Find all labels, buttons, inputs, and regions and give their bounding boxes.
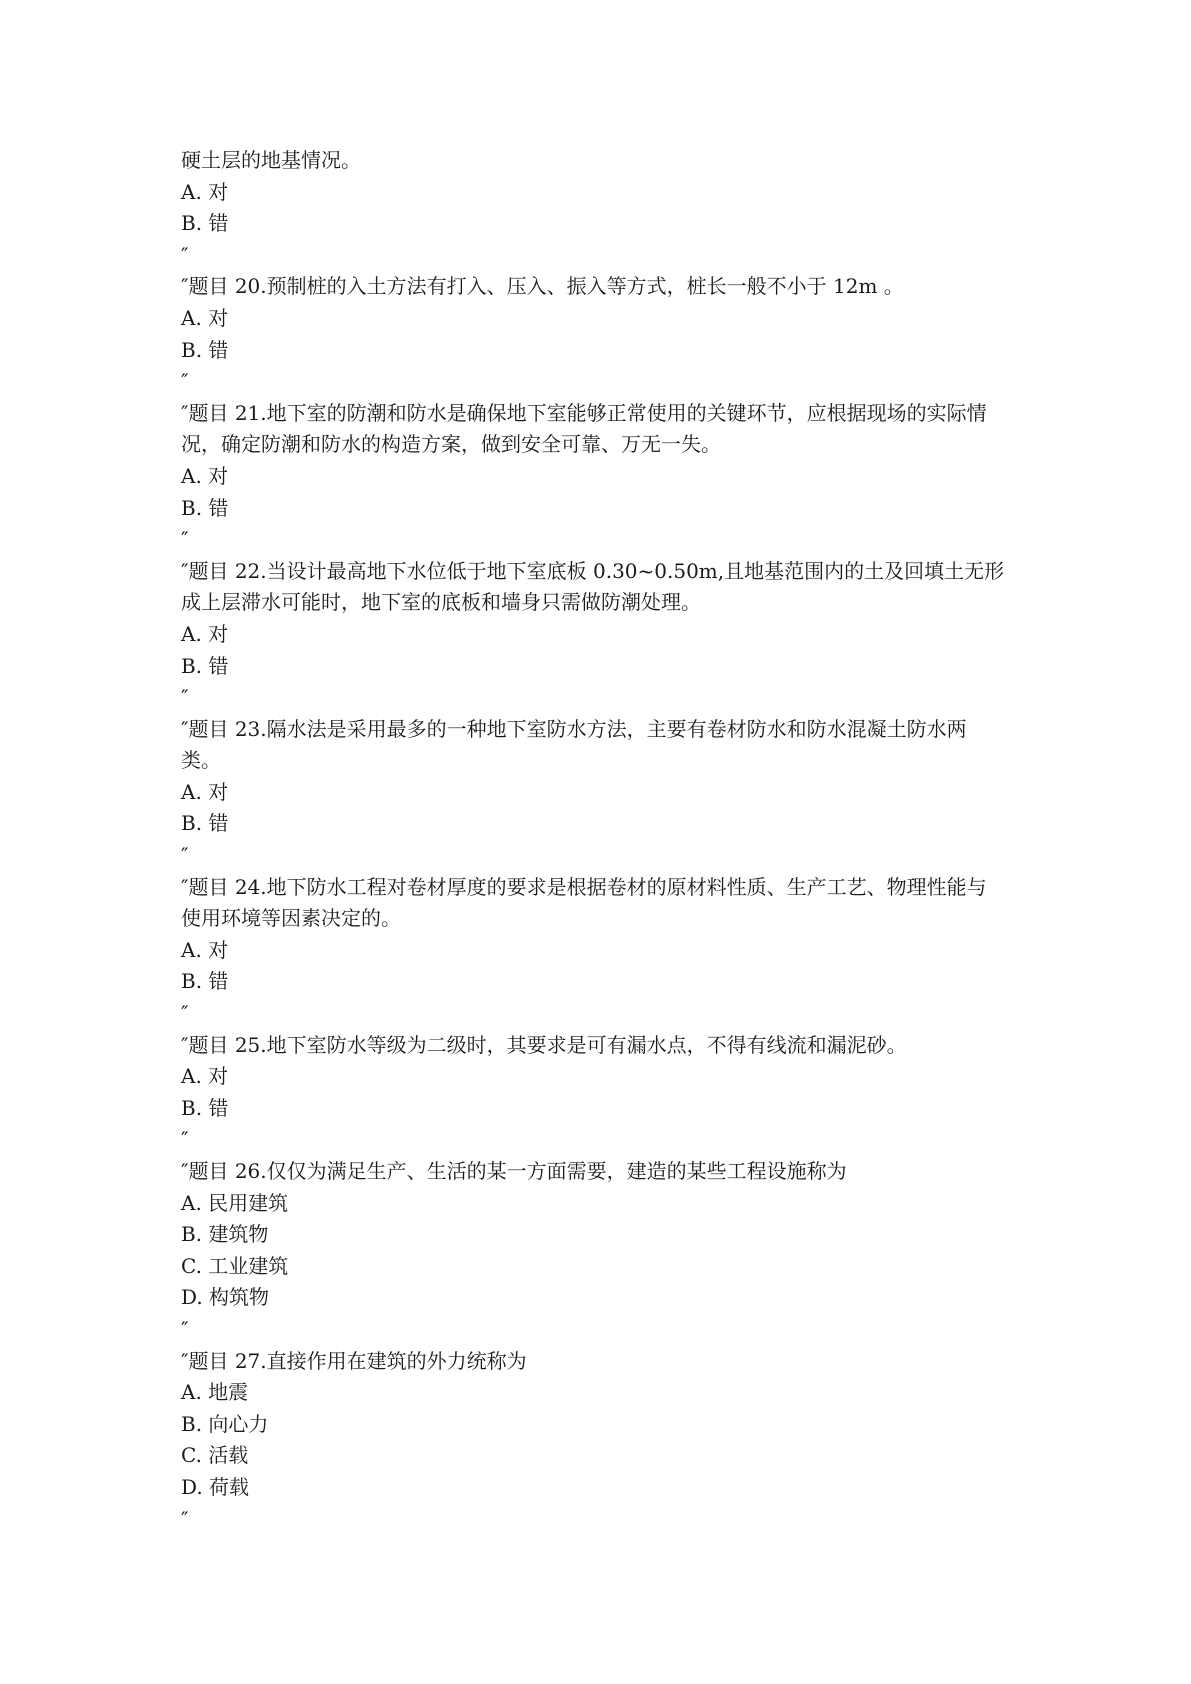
answer-option: A. 对 xyxy=(181,779,229,804)
separator-mark: ″ xyxy=(181,1001,189,1026)
separator-mark: ″ xyxy=(181,527,189,552)
answer-option: B. 错 xyxy=(181,811,229,836)
answer-option: B. 错 xyxy=(181,495,229,520)
separator-mark: ″ xyxy=(181,242,189,267)
answer-option: A. 地震 xyxy=(181,1380,249,1405)
separator-mark: ″ xyxy=(181,1316,189,1341)
answer-option: A. 对 xyxy=(181,937,229,962)
answer-option: C. 工业建筑 xyxy=(181,1253,289,1278)
question-continuation-text: 硬土层的地基情况。 xyxy=(181,148,361,172)
answer-option: A. 对 xyxy=(181,179,229,204)
question-text: ″题目 20.预制桩的入土方法有打入、压入、振入等方式，桩长一般不小于 12m 。 xyxy=(181,274,904,299)
answer-option: A. 民用建筑 xyxy=(181,1190,289,1215)
answer-option: C. 活载 xyxy=(181,1443,249,1468)
answer-option: B. 错 xyxy=(181,337,229,362)
question-text: ″题目 27.直接作用在建筑的外力统称为 xyxy=(181,1348,527,1373)
question-text: ″题目 21.地下室的防潮和防水是确保地下室能够正常使用的关键环节，应根据现场的实际情 xyxy=(181,400,987,425)
question-continuation-text: 成上层滞水可能时，地下室的底板和墙身只需做防潮处理。 xyxy=(181,590,701,615)
answer-option: B. 错 xyxy=(181,969,229,994)
answer-option: D. 荷载 xyxy=(181,1474,250,1499)
answer-option: A. 对 xyxy=(181,305,229,330)
question-continuation-text: 况，确定防潮和防水的构造方案，做到安全可靠、万无一失。 xyxy=(181,432,721,457)
answer-option: B. 错 xyxy=(181,653,229,678)
separator-mark: ″ xyxy=(181,685,189,710)
question-continuation-text: 类。 xyxy=(181,748,221,773)
answer-option: D. 构筑物 xyxy=(181,1285,270,1310)
document-body xyxy=(181,145,1021,1535)
answer-option: A. 对 xyxy=(181,463,229,488)
answer-option: B. 错 xyxy=(181,1095,229,1120)
question-continuation-text: 使用环境等因素决定的。 xyxy=(181,906,401,931)
question-text: ″题目 25.地下室防水等级为二级时，其要求是可有漏水点，不得有线流和漏泥砂。 xyxy=(181,1032,907,1057)
separator-mark: ″ xyxy=(181,843,189,868)
answer-option: A. 对 xyxy=(181,621,229,646)
separator-mark: ″ xyxy=(181,1127,189,1152)
separator-mark: ″ xyxy=(181,1506,189,1531)
answer-option: B. 向心力 xyxy=(181,1411,269,1436)
question-text: ″题目 23.隔水法是采用最多的一种地下室防水方法，主要有卷材防水和防水混凝土防水两 xyxy=(181,716,967,741)
answer-option: B. 错 xyxy=(181,211,229,236)
question-text: ″题目 26.仅仅为满足生产、生活的某一方面需要，建造的某些工程设施称为 xyxy=(181,1159,847,1183)
answer-option: B. 建筑物 xyxy=(181,1222,269,1247)
separator-mark: ″ xyxy=(181,369,189,394)
question-text: ″题目 24.地下防水工程对卷材厚度的要求是根据卷材的原材料性质、生产工艺、物理性能与 xyxy=(181,874,987,899)
answer-option: A. 对 xyxy=(181,1064,229,1089)
question-text: ″题目 22.当设计最高地下水位低于地下室底板 0.30~0.50m,且地基范围内的土及回填土无形 xyxy=(181,558,1005,583)
